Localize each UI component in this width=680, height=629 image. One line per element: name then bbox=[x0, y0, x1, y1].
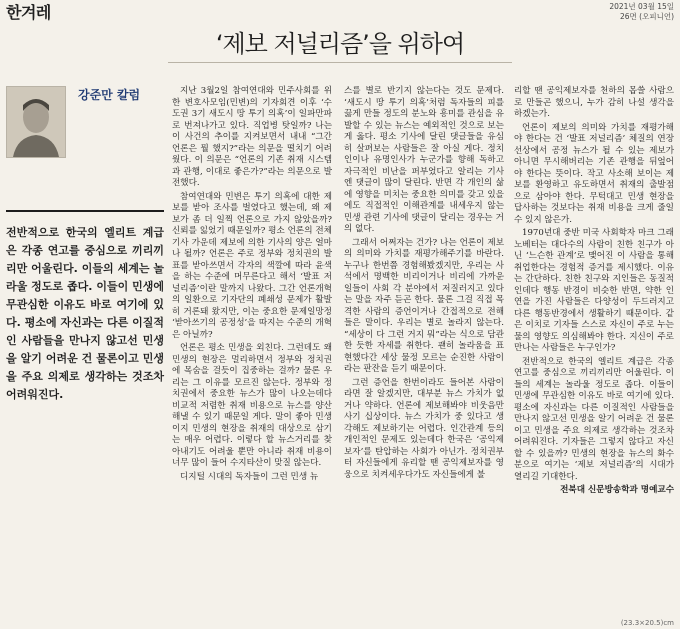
paragraph: 리할 땐 공익제보자를 천하의 몹쓸 사람으로 만들곤 했으니, 누가 감히 나설 생각을 하겠는가. bbox=[514, 86, 674, 119]
pullquote-rule bbox=[6, 210, 164, 212]
paragraph: 언론이 제보의 의미와 가치를 재평가해야 한다는 건 ‘발표 저널리즘’ 체질의 연장선상에서 공정 뉴스가 될 수 있는 제보가 아니면 무시해버리는 기존 관행을 뒤엎어야 한다는 뜻이다. 작고 사소해 보이는 제보를 환영하고 유도하면서 취재의 출발점으로 삼아야 한다. 무턱대고 민생 현장을 답사하는 것보다는 취재 비용을 크게 줄일 수 있지 않은가. bbox=[514, 122, 674, 225]
dateline bbox=[609, 2, 674, 22]
portrait-illustration bbox=[7, 87, 65, 157]
columnist-portrait bbox=[6, 86, 66, 158]
body-column-3 bbox=[514, 86, 674, 497]
paragraph: 전반적으로 한국의 엘리트 계급은 각종 연고를 중심으로 끼리끼리만 어울린다. 이들의 세계는 놀라울 정도로 좁다. 이들이 민생에 무관심한 이유도 바로 여기에 있다. 평소에 자신과는 다른 이질적인 사람들을 만나지 않고선 민생을 알기 어려운 건 물론이고 민생을 주요 의제로 생각하는 것조차 어려워진다. 기자들은 그렇지 않다고 자신할 수 있을까? 민생의 현장을 뉴스의 화수분으로 여기는 ‘제보 저널리즘’의 시대가 열리길 기대한다. bbox=[514, 356, 674, 482]
headline: ‘제보 저널리즘’을 위하여 bbox=[215, 30, 465, 58]
left-rail bbox=[6, 86, 164, 404]
paragraph: 디지털 시대의 독자들이 그런 민생 뉴 bbox=[180, 471, 319, 482]
pullquote: 전반적으로 한국의 엘리트 계급은 각종 연고를 중심으로 끼리끼리만 어울린다. 이들의 세계는 놀라울 정도로 좁다. 이들이 민생에 무관심한 이유도 바로 여기에 있다. 평소에 자신과는 다른 이질적인 사람들을 만나지 않고선 민생을 알기 어려운 건 물론이고 민생을 주요 의제로 생각하는 것조차 어려워진다. bbox=[6, 226, 164, 401]
paragraph: 스를 별로 반기지 않는다는 것도 문제다. ‘새도시 땅 투기 의혹’처럼 독자들의 피를 끓게 만들 정도의 분노와 흥미를 관심을 유발할 수 있는 뉴스는 예외적인 것으로 보는 게 옳다. 평소 기사에 달린 댓글들을 유심히 살펴보는 사람들은 잘 아실 게다. 정치인이나 유명인사가 누군가를 향해 독하고 자극적인 비난을 퍼부었다고 알리는 기사엔 댓글이 많이 달린다. 반면 각 개인의 삶에 영향을 미치는 중요한 의미를 갖고 있을에도 직접적인 이해관계를 내세우지 않는 민생 관련 기사에 댓글이 달리는 경우는 거의 없다. bbox=[344, 86, 504, 234]
headline-rule bbox=[168, 62, 512, 63]
paragraph: 지난 3월2일 참여연대와 민주사회를 위한 변호사모임(민변)의 기자회견 이후 ‘수도권 3기 새도시 땅 투기 의혹’이 일파만파로 번져나가고 있다. 직업병 탓일까? 나는 이 사건의 추이를 지켜보면서 내내 “그간 언론은 뭘 했지?”라는 의문을 떨치기 어려웠다. 이 의문은 “언론의 기존 취재 시스템과 관행, 이대로 좋은가?”라는 의문으로 발전했다. bbox=[172, 86, 332, 188]
paragraph: 그래서 어쩌자는 건가? 나는 언론이 제보의 의미와 가치를 재평가해주기를 바란다. 누구나 한번쯤 경험해봤겠지만, 우리는 사석에서 명백한 비리이거나 비리에 가까운 일들이 사회 각 분야에서 저질러지고 있다는 말을 자주 듣곤 한다. 물론 그걸 직접 목격한 사람의 증언이거나 간접적으로 전해 들은 말이다. 우리는 별로 놀라지 않는다. “세상이 다 그런 거지 뭐”라는 식으로 담관한 듯한 자세를 취한다. 괜히 놀라움을 표현했다간 세상 물정 모르는 순진한 사람이라는 판잔을 듣기 때문이다. bbox=[344, 237, 504, 374]
body-column-1 bbox=[172, 86, 332, 485]
paragraph: 언론은 평소 민생을 외친다. 그런데도 왜 민생의 현장은 멀리하면서 정부와 정치권에 목숨을 걸듯이 집중하는 걸까? 물론 우리는 그 이유를 모르진 않는다. 정부와 정치권에서 중요한 뉴스가 많이 나오는데다 비교적 저렴한 취재 비용으로 뉴스를 양산해낼 수 있기 때문일 게다. 말이 좋아 민생이지 민생의 현장을 취재의 대상으로 삼기는 매우 어렵다. 이렇다 할 뉴스거리를 찾아내기도 어려울 뿐만 아니라 취재 비용이 너무 많이 들어 수지타산이 맞질 않는다. bbox=[172, 343, 332, 468]
dateline-date: 2021년 03월 15일 bbox=[609, 2, 674, 11]
columnist-byline: 강준만 칼럼 bbox=[78, 88, 141, 102]
dateline-page: 26면 (오피니언) bbox=[619, 12, 674, 21]
paragraph: 1970년대 중반 미국 사회학자 마크 그래노베터는 대다수의 사람이 친한 친구가 아닌 ‘느슨한 관계’로 맺어진 이 사람을 통해 취업한다는 경험적 증거를 제시했다. 이유는 간단하다. 친한 친구와 지인들은 동질적인데다 행동 반경이 비슷한 반면, 약한 인연을 가진 사람들은 다양성이 두드러지고 다른 행동반경에서 생활하기 때문이다. 같은 이치로 기자들 스스로 자신이 주로 누는 물의 영향도 의심해봐야 한다. 지신이 주로 만나는 사람들은 누구인가? bbox=[514, 228, 674, 353]
paragraph: 참여연대와 민변은 투기 의혹에 대한 제보를 받아 조사를 벌였다고 했는데, 왜 제보가 좀 더 일찍 언론으로 가지 않았을까? 신뢰를 잃었기 때문일까? 평소 언론의 전체 기사 가운데 제보에 의한 기사의 양은 얼마나 될까? 언론은 주로 정부와 정치권의 발표를 받아쓰면서 각자의 색깔에 따라 윤색을 하는 수준에 머무른다고 해서 ‘발표 저널리즘’이란 말까지 나왔다. 그간 언론개혁의 일환으로 기자단의 폐쇄성 문제가 활발히 거론돼 왔지만, 이는 중요한 문제일망정 ‘받아쓰기의 공정성’을 따지는 수준의 개혁은 아닐까? bbox=[172, 191, 332, 340]
author-affiliation: 전북대 신문방송학과 명예교수 bbox=[560, 485, 674, 495]
clipping-size: (23.3×20.5)cm bbox=[620, 619, 674, 627]
paragraph: 그런 증언을 한번이라도 들어본 사람이라면 잘 알겠지만, 대부분 뉴스 가치가 없거나 약하다. 언론에 제보해봐야 비웃음만 사기 십상이다. 뉴스 가치가 중 있다고 생각해도 제보하기는 어렵다. 인간관계 등의 개인적인 문제도 있는데다 한국은 ‘공익제보자’를 탄압하는 사회가 아닌가. 정치권부터 자신들에게 유리할 땐 공익제보자를 영웅으로 치켜세우다가도 자신들에게 불 bbox=[344, 377, 504, 480]
masthead: 한겨레 bbox=[6, 3, 51, 22]
body-column-2 bbox=[344, 86, 504, 483]
